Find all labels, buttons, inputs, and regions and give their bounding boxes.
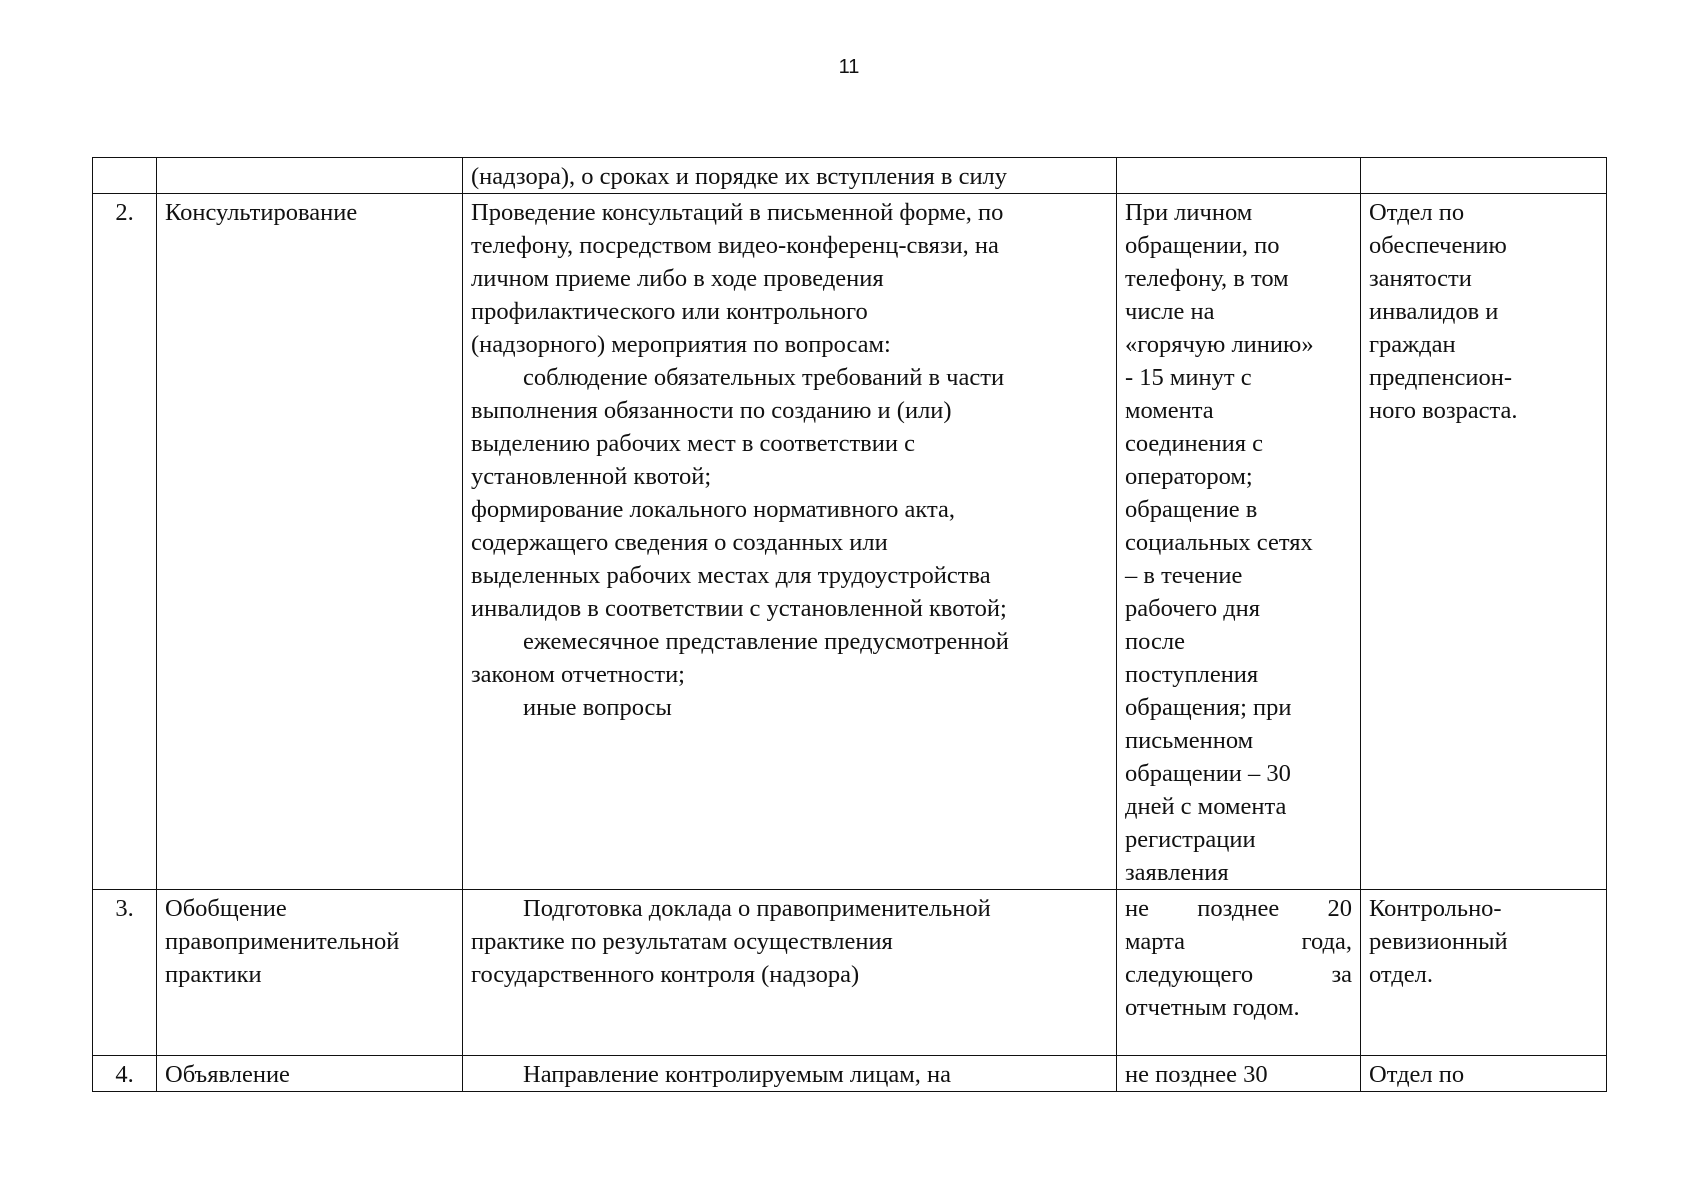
text-line: – в течение — [1125, 562, 1243, 589]
text-line: практики — [165, 961, 262, 988]
text-line: Подготовка доклада о правоприменительной — [523, 895, 991, 922]
text-line: практике по результатам осуществления — [471, 928, 893, 955]
text-line: предпенсион- — [1369, 364, 1512, 391]
text-line: регистрации — [1125, 826, 1256, 853]
text-line: ежемесячное представление предусмотренной — [523, 628, 1009, 655]
text-line: При личном — [1125, 199, 1253, 226]
responsible-cell — [1361, 194, 1607, 890]
measure-name-cell — [157, 1056, 463, 1092]
text-line: правоприменительной — [165, 928, 400, 955]
text-line: занятости — [1369, 265, 1472, 292]
text-line: Отдел по — [1369, 1061, 1465, 1088]
text-line: законом отчетности; — [471, 661, 685, 688]
text-line: соединения с — [1125, 430, 1264, 457]
deadline-cell — [1117, 1056, 1361, 1092]
deadline-cell — [1117, 890, 1361, 1056]
text-line: соблюдение обязательных требований в части — [523, 364, 1005, 391]
text-line: (надзора), о сроках и порядке их вступления в силу — [471, 163, 1008, 190]
text-line: выделению рабочих мест в соответствии с — [471, 430, 915, 457]
text-line: поступления — [1125, 661, 1259, 688]
row-number-cell: 4. — [93, 1056, 157, 1092]
table-row — [93, 158, 1607, 194]
text-line: телефону, посредством видео-конференц-связи, на — [471, 232, 999, 259]
text-line: числе на — [1125, 298, 1215, 325]
text-line: отдел. — [1369, 961, 1434, 988]
text-line: - 15 минут с — [1125, 364, 1252, 391]
responsible-cell — [1361, 890, 1607, 1056]
text-line: выделенных рабочих местах для трудоустройства — [471, 562, 991, 589]
measure-description-cell — [463, 194, 1117, 890]
word: за — [1331, 961, 1352, 988]
text-line: Обобщение — [165, 895, 287, 922]
text-line — [1125, 925, 1352, 958]
text-line: государственного контроля (надзора) — [471, 961, 860, 988]
word: марта — [1125, 928, 1186, 955]
text-line: обращения; при — [1125, 694, 1292, 721]
text-line — [1125, 892, 1352, 925]
word: не — [1125, 895, 1149, 922]
measure-name-cell — [157, 158, 463, 194]
measure-description-cell — [463, 158, 1117, 194]
text-line: обращении, по — [1125, 232, 1280, 259]
text-line: обращении – 30 — [1125, 760, 1291, 787]
text-line: граждан — [1369, 331, 1456, 358]
text-line: Отдел по — [1369, 199, 1465, 226]
word: года, — [1301, 928, 1352, 955]
table-row — [93, 890, 1607, 1056]
text-line: Объявление — [165, 1061, 290, 1088]
measure-description-cell — [463, 890, 1117, 1056]
page-number: 11 — [838, 56, 860, 78]
responsible-cell — [1361, 1056, 1607, 1092]
text-line: письменном — [1125, 727, 1254, 754]
text-line: инвалидов в соответствии с установленной квотой; — [471, 595, 1007, 622]
text-line: ревизионный — [1369, 928, 1508, 955]
deadline-cell — [1117, 158, 1361, 194]
text-line: формирование локального нормативного акта, — [471, 496, 955, 523]
table-row — [93, 1056, 1607, 1092]
text-line: рабочего дня — [1125, 595, 1261, 622]
word: следующего — [1125, 961, 1254, 988]
text-line: отчетным годом. — [1125, 994, 1300, 1021]
measures-table — [92, 157, 1607, 1092]
text-line: иные вопросы — [523, 694, 672, 721]
text-line: Направление контролируемым лицам, на — [523, 1061, 951, 1088]
text-line: выполнения обязанности по созданию и (или) — [471, 397, 952, 424]
text-line: Проведение консультаций в письменной форме, по — [471, 199, 1004, 226]
text-line: дней с момента — [1125, 793, 1287, 820]
row-number-cell — [93, 158, 157, 194]
measure-description-cell — [463, 1056, 1117, 1092]
row-number-cell: 3. — [93, 890, 157, 1056]
text-line: момента — [1125, 397, 1214, 424]
text-line: заявления — [1125, 859, 1229, 886]
text-line: оператором; — [1125, 463, 1253, 490]
measure-name-cell — [157, 890, 463, 1056]
text-line: установленной квотой; — [471, 463, 712, 490]
text-line: обращение в — [1125, 496, 1258, 523]
text-line: профилактического или контрольного — [471, 298, 868, 325]
text-line: социальных сетях — [1125, 529, 1313, 556]
text-line — [1125, 958, 1352, 991]
text-line: (надзорного) мероприятия по вопросам: — [471, 331, 891, 358]
word: позднее — [1197, 895, 1280, 922]
text-line: телефону, в том — [1125, 265, 1289, 292]
text-line: «горячую линию» — [1125, 331, 1314, 358]
text-line: личном приеме либо в ходе проведения — [471, 265, 884, 292]
text-line: не позднее 30 — [1125, 1061, 1268, 1088]
text-line: инвалидов и — [1369, 298, 1499, 325]
text-line: содержащего сведения о созданных или — [471, 529, 888, 556]
responsible-cell — [1361, 158, 1607, 194]
text-line: после — [1125, 628, 1185, 655]
deadline-cell — [1117, 194, 1361, 890]
row-number-cell: 2. — [93, 194, 157, 890]
word: 20 — [1327, 895, 1352, 922]
measure-name-cell — [157, 194, 463, 890]
text-line: Консультирование — [165, 199, 358, 226]
text-line: обеспечению — [1369, 232, 1507, 259]
text-line: ного возраста. — [1369, 397, 1518, 424]
table-row — [93, 194, 1607, 890]
text-line: Контрольно- — [1369, 895, 1502, 922]
